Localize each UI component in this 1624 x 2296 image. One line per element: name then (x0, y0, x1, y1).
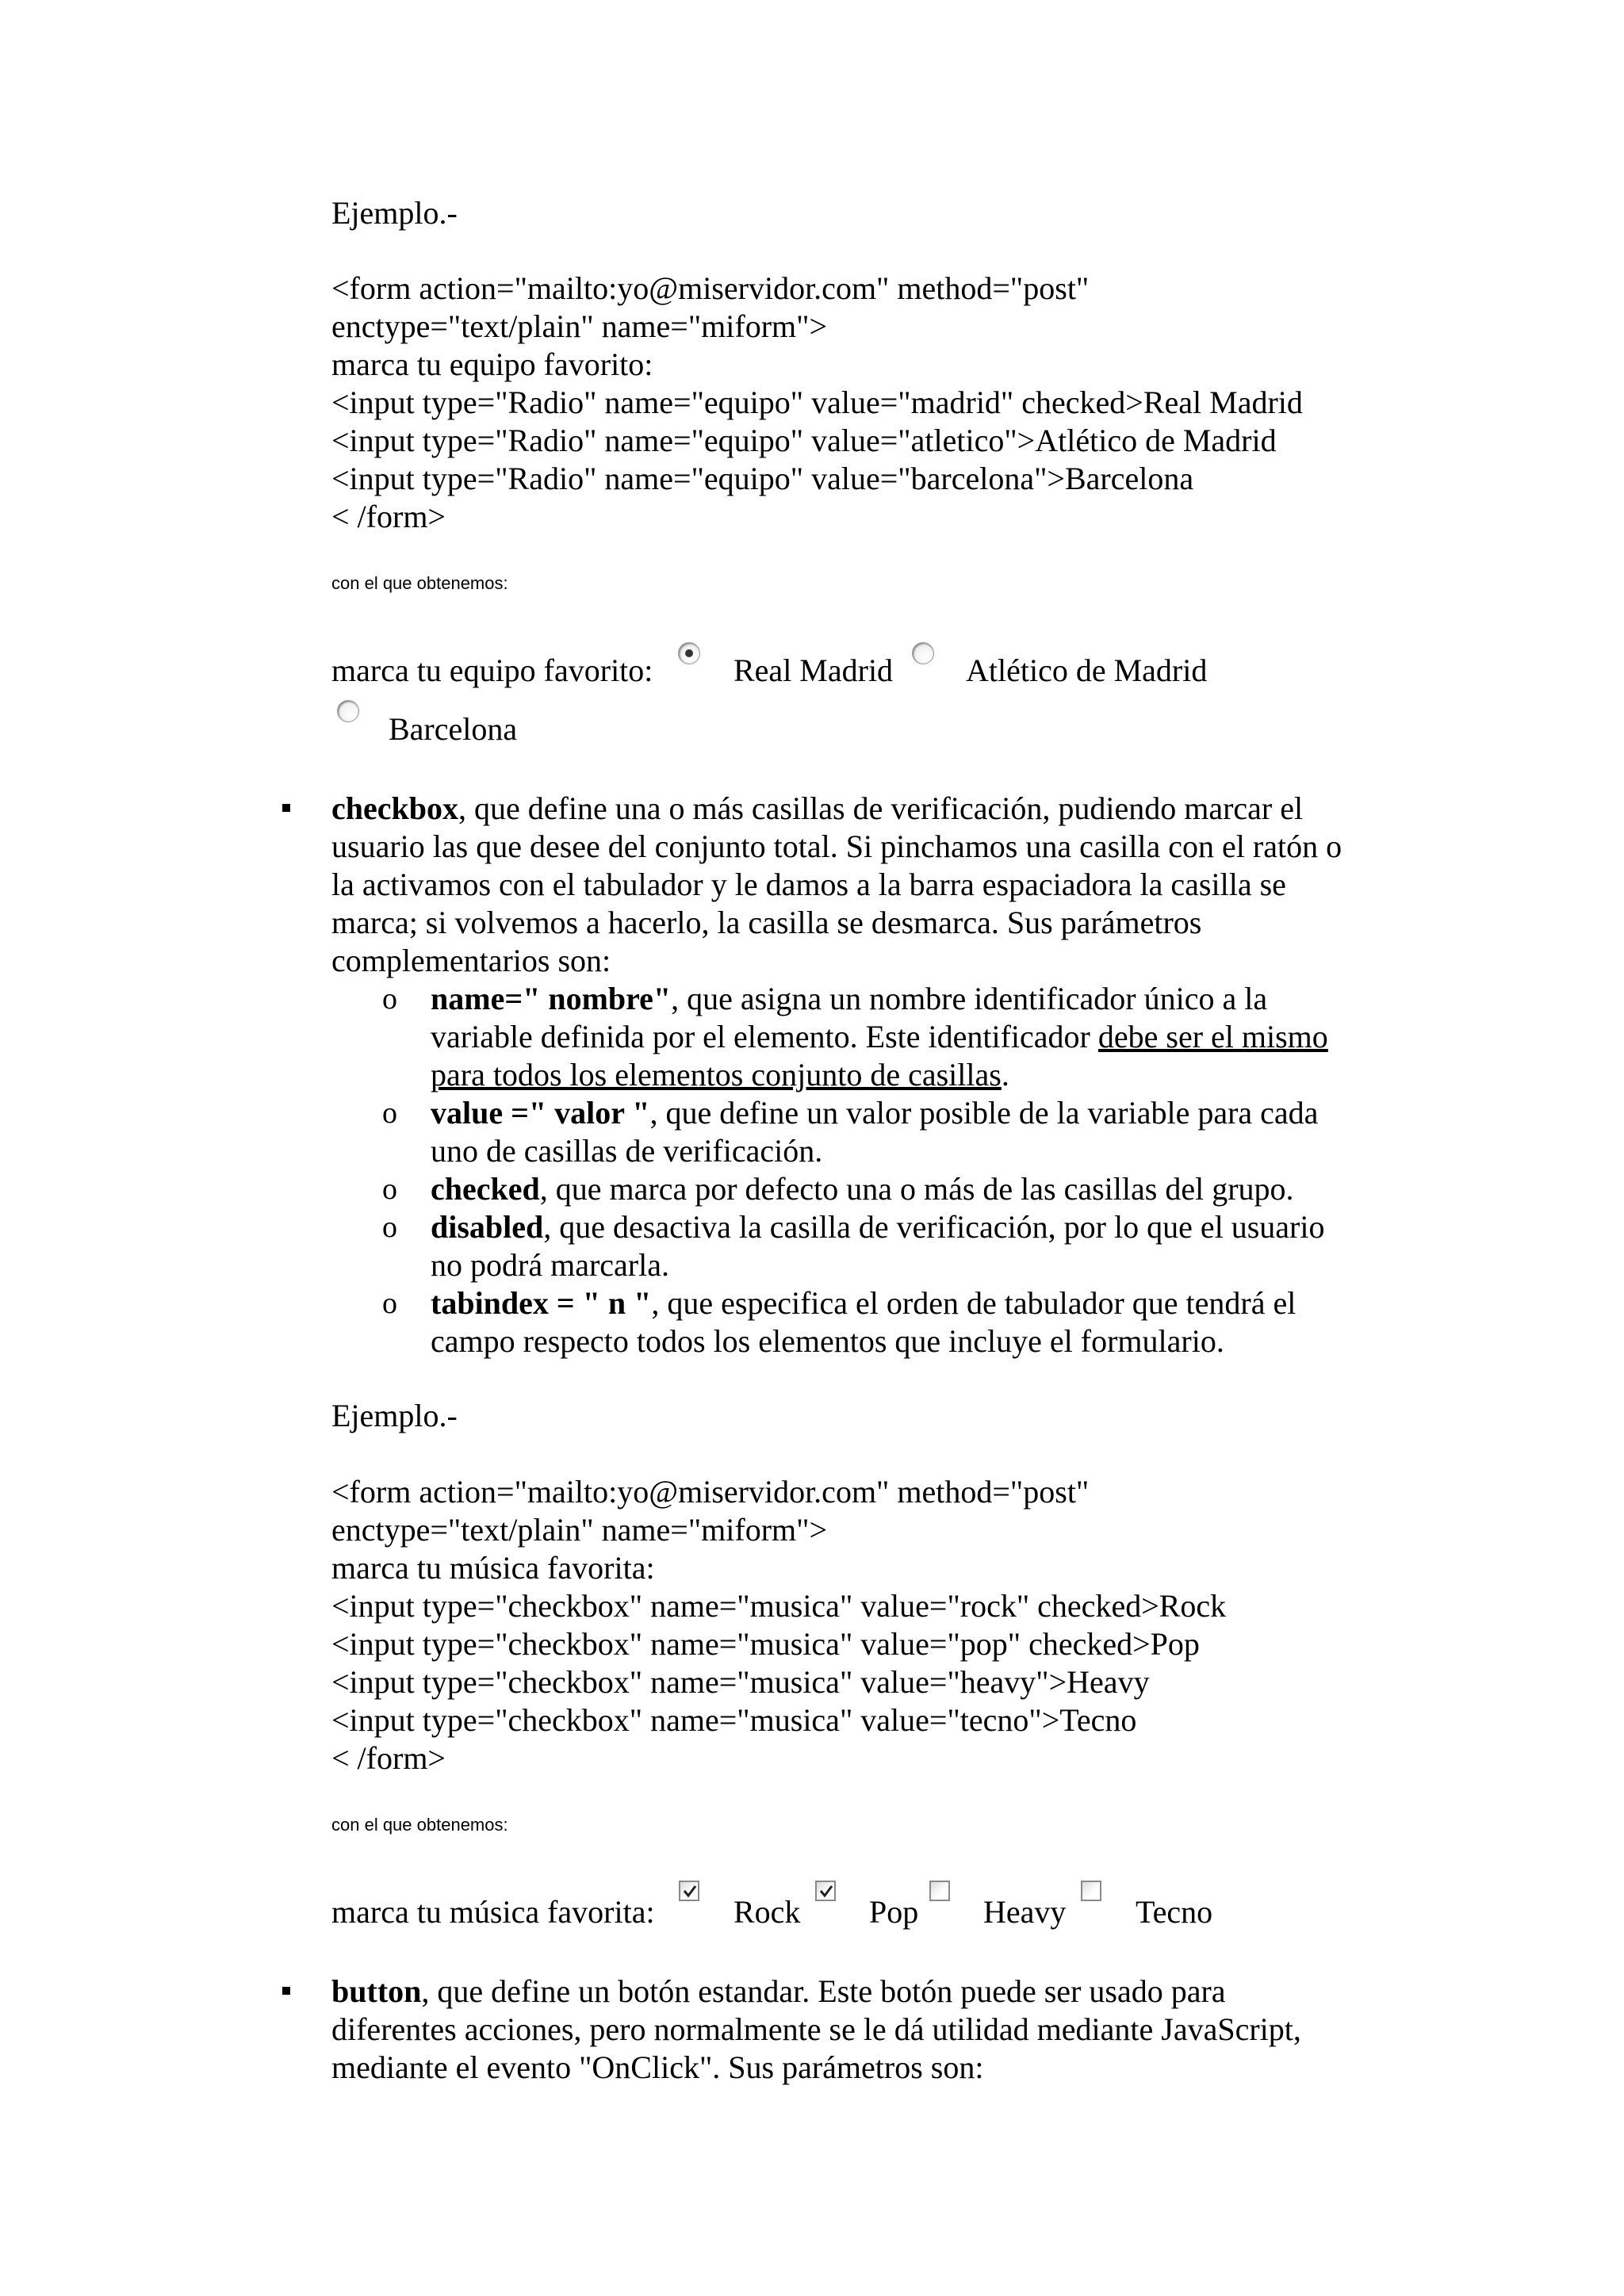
radio-label-real-madrid: Real Madrid (733, 652, 894, 688)
button-description: button, que define un botón estandar. Este botón puede ser usado para (331, 1973, 1226, 2009)
radio-barcelona[interactable] (337, 700, 359, 722)
checkbox-tecno[interactable] (1081, 1881, 1101, 1901)
paragraph-line: usuario las que desee del conjunto total. Si pinchamos una casilla con el ratón o (331, 828, 1342, 864)
example2-heading: Ejemplo.- (331, 1398, 458, 1433)
result-caption: con el que obtenemos: (331, 1815, 508, 1835)
code-line: <form action="mailto:yo@miservidor.com" method="post" (331, 270, 1090, 306)
param-tabindex: tabindex = " n ", que especifica el orden de tabulador que tendrá el (431, 1285, 1297, 1321)
param-name-cont: para todos los elementos conjunto de casillas. (431, 1057, 1009, 1093)
code-line: <input type="Radio" name="equipo" value="atletico">Atlético de Madrid (331, 423, 1277, 458)
bullet-icon (282, 804, 290, 812)
param-name: name=" nombre", que asigna un nombre identificador único a la (431, 981, 1268, 1016)
checkbox-label-tecno: Tecno (1136, 1894, 1213, 1930)
paragraph-line: diferentes acciones, pero normalmente se le dá utilidad mediante JavaScript, (331, 2011, 1301, 2047)
radio-demo-label: marca tu equipo favorito: (331, 652, 653, 688)
radio-real-madrid[interactable] (678, 642, 700, 664)
paragraph-line: marca; si volvemos a hacerlo, la casilla se desmarca. Sus parámetros (331, 905, 1202, 940)
code-line: <input type="Radio" name="equipo" value="madrid" checked>Real Madrid (331, 385, 1303, 420)
sub-bullet-icon: o (382, 1173, 397, 1206)
checkbox-label-rock: Rock (733, 1894, 801, 1930)
param-value-cont: uno de casillas de verificación. (431, 1133, 823, 1169)
code-line: marca tu equipo favorito: (331, 346, 653, 382)
checkbox-description: checkbox, que define una o más casillas de verificación, pudiendo marcar el (331, 790, 1304, 826)
checkbox-pop[interactable] (815, 1881, 836, 1901)
paragraph-line: mediante el evento "OnClick". Sus parámetros son: (331, 2049, 984, 2085)
checkbox-rock[interactable] (679, 1881, 699, 1901)
paragraph-line: la activamos con el tabulador y le damos a la barra espaciadora la casilla se (331, 867, 1286, 902)
checkbox-label-heavy: Heavy (983, 1894, 1067, 1930)
sub-bullet-icon: o (382, 1096, 397, 1130)
result-caption: con el que obtenemos: (331, 573, 508, 593)
checkbox-label-pop: Pop (869, 1894, 919, 1930)
paragraph-line: complementarios son: (331, 943, 611, 978)
param-name-cont: variable definida por el elemento. Este identificador debe ser el mismo (431, 1019, 1328, 1054)
code-line: < /form> (331, 1740, 446, 1776)
code-line: marca tu música favorita: (331, 1550, 655, 1586)
param-disabled-cont: no podrá marcarla. (431, 1247, 669, 1283)
code-line: enctype="text/plain" name="miform"> (331, 1512, 828, 1548)
sub-bullet-icon: o (382, 1287, 397, 1320)
param-tabindex-cont: campo respecto todos los elementos que incluye el formulario. (431, 1323, 1224, 1359)
example1-heading: Ejemplo.- (331, 195, 458, 231)
checkmark-icon (681, 1883, 699, 1900)
radio-atletico[interactable] (912, 642, 934, 664)
param-checked: checked, que marca por defecto una o más de las casillas del grupo. (431, 1171, 1294, 1207)
radio-label-atletico: Atlético de Madrid (966, 652, 1208, 688)
code-line: <input type="checkbox" name="musica" value="heavy">Heavy (331, 1664, 1150, 1700)
sub-bullet-icon: o (382, 982, 397, 1016)
code-line: <form action="mailto:yo@miservidor.com" method="post" (331, 1474, 1090, 1510)
code-line: <input type="Radio" name="equipo" value="barcelona">Barcelona (331, 461, 1194, 496)
param-disabled: disabled, que desactiva la casilla de verificación, por lo que el usuario (431, 1209, 1325, 1245)
code-line: enctype="text/plain" name="miform"> (331, 308, 828, 344)
bullet-icon (282, 1987, 290, 1995)
checkmark-icon (818, 1883, 835, 1900)
code-line: <input type="checkbox" name="musica" value="tecno">Tecno (331, 1702, 1137, 1738)
param-value: value =" valor ", que define un valor posible de la variable para cada (431, 1095, 1319, 1131)
checkbox-demo-label: marca tu música favorita: (331, 1894, 655, 1930)
code-line: <input type="checkbox" name="musica" value="pop" checked>Pop (331, 1626, 1200, 1662)
sub-bullet-icon: o (382, 1211, 397, 1244)
radio-label-barcelona: Barcelona (389, 711, 518, 747)
code-line: < /form> (331, 499, 446, 534)
code-line: <input type="checkbox" name="musica" value="rock" checked>Rock (331, 1588, 1227, 1624)
checkbox-heavy[interactable] (929, 1881, 950, 1901)
